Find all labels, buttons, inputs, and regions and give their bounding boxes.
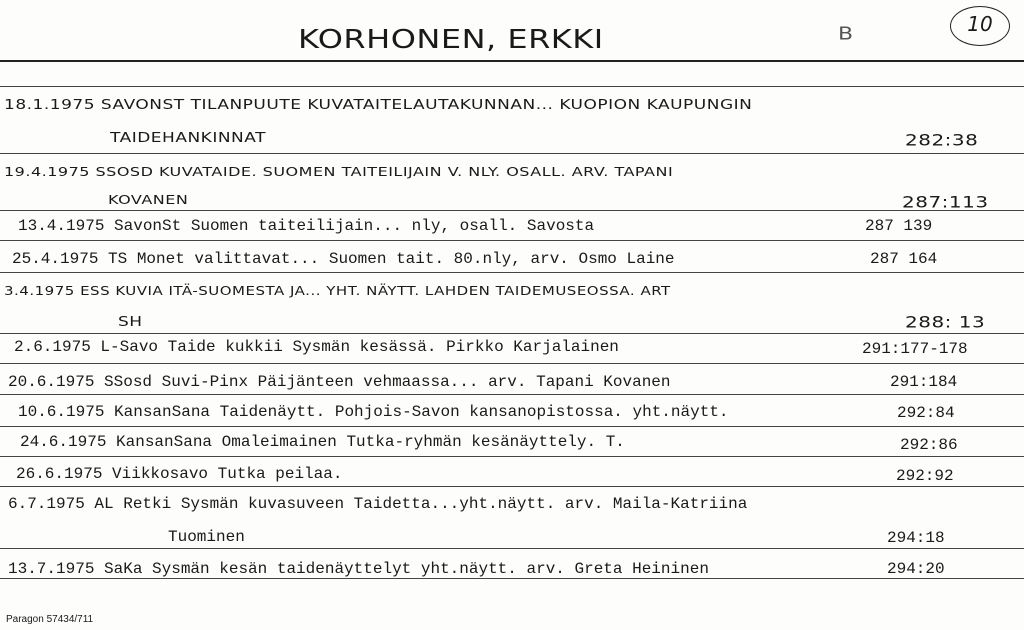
entry-text: 26.6.1975 Viikkosavo Tutka peilaa. — [16, 465, 343, 483]
ruled-line — [0, 486, 1024, 487]
card-title: KORHONEN, ERKKI — [298, 23, 604, 55]
entry-text: 19.4.1975 SSOSD KUVATAIDE. SUOMEN TAITEILIJAIN V. NLY. OSALL. ARV. TAPANI — [4, 163, 674, 180]
entry-reference: 292:92 — [896, 467, 954, 485]
entry-text: 20.6.1975 SSosd Suvi-Pinx Päijänteen vehmaassa... arv. Tapani Kovanen — [8, 373, 671, 391]
card-number-circle — [950, 6, 1010, 46]
entry-reference: 287 164 — [870, 250, 938, 268]
entry-reference: 294:18 — [887, 529, 945, 547]
card-letter-mark: B — [838, 24, 854, 45]
entry-text-continued: TAIDEHANKINNAT — [110, 130, 266, 146]
ruled-line — [0, 210, 1024, 211]
entry-text: 6.7.1975 AL Retki Sysmän kuvasuveen Taidetta...yht.näytt. arv. Maila-Katriina — [8, 495, 748, 513]
entry-text: 18.1.1975 SAVONST TILANPUUTE KUVATAITELAUTAKUNNAN... KUOPION KAUPUNGIN — [4, 97, 753, 113]
entry-reference: 291:184 — [890, 373, 958, 391]
entry-text: 25.4.1975 TS Monet valittavat... Suomen tait. 80.nly, arv. Osmo Laine — [12, 250, 675, 268]
entry-text: 13.7.1975 SaKa Sysmän kesän taidenäyttelyt yht.näytt. arv. Greta Heininen — [8, 560, 709, 578]
ruled-line — [0, 333, 1024, 334]
entry-text: 13.4.1975 SavonSt Suomen taiteilijain... nly, osall. Savosta — [18, 217, 595, 235]
ruled-line — [0, 394, 1024, 395]
ruled-line — [0, 578, 1024, 579]
entry-reference: 282:38 — [905, 130, 979, 150]
entry-reference: 292:84 — [897, 404, 955, 422]
entry-reference: 287:113 — [902, 192, 989, 212]
entry-reference: 287 139 — [865, 217, 933, 235]
ruled-line — [0, 426, 1024, 427]
ruled-line — [0, 86, 1024, 87]
printer-imprint: Paragon 57434/711 — [6, 614, 94, 625]
ruled-line — [0, 272, 1024, 273]
entry-text-continued: KOVANEN — [108, 191, 189, 208]
entry-reference: 291:177-178 — [862, 340, 968, 358]
entry-text-continued: SH — [118, 314, 143, 330]
ruled-line — [0, 363, 1024, 364]
entry-text: 2.6.1975 L-Savo Taide kukkii Sysmän kesässä. Pirkko Karjalainen — [14, 338, 619, 356]
ruled-line — [0, 548, 1024, 549]
ruled-line — [0, 153, 1024, 154]
card-number: 10 — [967, 12, 993, 36]
entry-text-continued: Tuominen — [168, 528, 245, 546]
entry-reference: 292:86 — [900, 436, 958, 454]
entry-reference: 294:20 — [887, 560, 945, 578]
entry-text: 24.6.1975 KansanSana Omaleimainen Tutka-ryhmän kesänäyttely. T. — [20, 433, 625, 451]
title-rule — [0, 60, 1024, 62]
ruled-line — [0, 456, 1024, 457]
ruled-line — [0, 240, 1024, 241]
entry-reference: 288: 13 — [905, 312, 986, 332]
entry-text: 3.4.1975 ESS KUVIA ITÄ-SUOMESTA JA... YHT. NÄYTT. LAHDEN TAIDEMUSEOSSA. ART — [4, 283, 671, 299]
entry-text: 10.6.1975 KansanSana Taidenäytt. Pohjois-Savon kansanopistossa. yht.näytt. — [18, 403, 729, 421]
